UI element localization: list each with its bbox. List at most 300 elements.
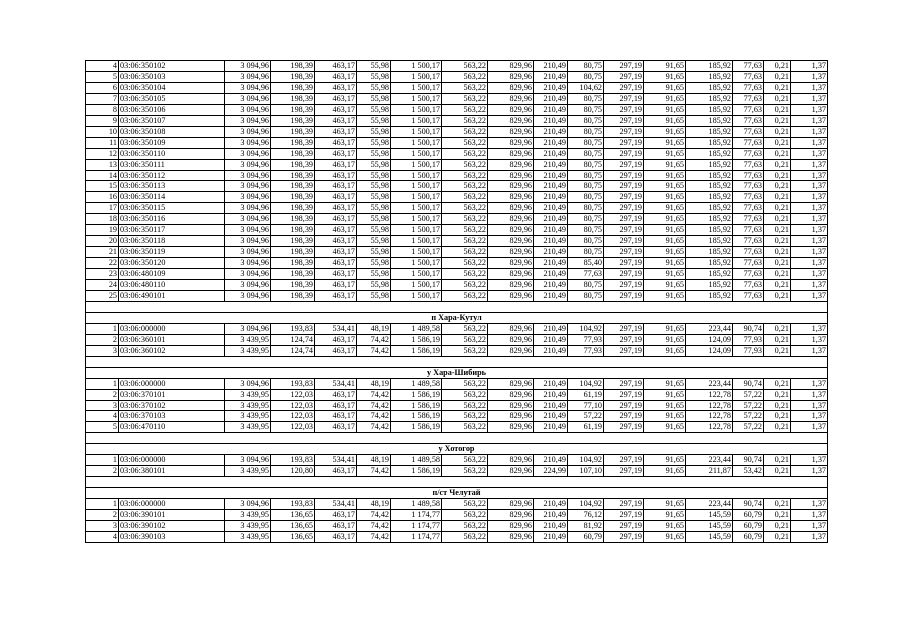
value-cell: 829,96 — [488, 411, 534, 422]
value-cell: 91,65 — [644, 137, 686, 148]
value-cell: 829,96 — [488, 225, 534, 236]
section-header-row — [86, 312, 828, 323]
cadastral-code: 03:06:380101 — [119, 466, 225, 477]
value-cell: 185,92 — [686, 269, 733, 280]
value-cell: 463,17 — [315, 192, 357, 203]
value-cell: 77,63 — [733, 159, 764, 170]
value-cell: 74,42 — [357, 510, 391, 521]
value-cell: 55,98 — [357, 61, 391, 72]
cadastral-code: 03:06:350110 — [119, 148, 225, 159]
value-cell: 563,22 — [442, 258, 488, 269]
value-cell: 563,22 — [442, 323, 488, 334]
value-cell: 198,39 — [271, 225, 315, 236]
value-cell: 91,65 — [644, 214, 686, 225]
cadastral-code: 03:06:350116 — [119, 214, 225, 225]
value-cell: 185,92 — [686, 236, 733, 247]
value-cell: 297,19 — [604, 531, 644, 542]
value-cell: 1 500,17 — [391, 236, 442, 247]
table-row — [86, 115, 828, 126]
value-cell: 1,37 — [791, 181, 828, 192]
value-cell: 104,92 — [568, 323, 604, 334]
value-cell: 0,21 — [764, 61, 791, 72]
value-cell: 1,37 — [791, 378, 828, 389]
value-cell: 77,63 — [733, 115, 764, 126]
value-cell: 463,17 — [315, 510, 357, 521]
value-cell: 3 094,96 — [225, 104, 271, 115]
value-cell: 3 094,96 — [225, 82, 271, 93]
value-cell: 193,83 — [271, 378, 315, 389]
value-cell: 297,19 — [604, 203, 644, 214]
row-number: 1 — [86, 499, 119, 510]
value-cell: 90,74 — [733, 323, 764, 334]
row-number: 8 — [86, 104, 119, 115]
value-cell: 193,83 — [271, 455, 315, 466]
value-cell: 210,49 — [534, 159, 568, 170]
row-number: 24 — [86, 280, 119, 291]
row-number: 2 — [86, 510, 119, 521]
value-cell: 77,63 — [733, 225, 764, 236]
row-number: 15 — [86, 181, 119, 192]
section-header-row — [86, 367, 828, 378]
value-cell: 0,21 — [764, 466, 791, 477]
value-cell: 77,63 — [568, 269, 604, 280]
value-cell: 1 500,17 — [391, 148, 442, 159]
value-cell: 198,39 — [271, 236, 315, 247]
value-cell: 210,49 — [534, 181, 568, 192]
value-cell: 1 174,77 — [391, 510, 442, 521]
value-cell: 3 439,95 — [225, 389, 271, 400]
value-cell: 85,40 — [568, 258, 604, 269]
value-cell: 198,39 — [271, 104, 315, 115]
value-cell: 563,22 — [442, 520, 488, 531]
value-cell: 829,96 — [488, 61, 534, 72]
value-cell: 297,19 — [604, 280, 644, 291]
value-cell: 3 094,96 — [225, 225, 271, 236]
value-cell: 77,93 — [568, 345, 604, 356]
value-cell: 91,65 — [644, 148, 686, 159]
value-cell: 829,96 — [488, 236, 534, 247]
table-row — [86, 334, 828, 345]
value-cell: 463,17 — [315, 214, 357, 225]
value-cell: 1,37 — [791, 159, 828, 170]
row-number: 12 — [86, 148, 119, 159]
value-cell: 829,96 — [488, 520, 534, 531]
value-cell: 1,37 — [791, 214, 828, 225]
row-number: 14 — [86, 170, 119, 181]
value-cell: 57,22 — [733, 400, 764, 411]
value-cell: 55,98 — [357, 225, 391, 236]
value-cell: 210,49 — [534, 389, 568, 400]
cadastral-code: 03:06:390103 — [119, 531, 225, 542]
value-cell: 0,21 — [764, 93, 791, 104]
value-cell: 80,75 — [568, 236, 604, 247]
value-cell: 185,92 — [686, 159, 733, 170]
value-cell: 3 439,95 — [225, 531, 271, 542]
value-cell: 534,41 — [315, 323, 357, 334]
value-cell: 829,96 — [488, 389, 534, 400]
value-cell: 463,17 — [315, 61, 357, 72]
value-cell: 0,21 — [764, 247, 791, 258]
spacer-row — [86, 433, 828, 444]
value-cell: 91,65 — [644, 400, 686, 411]
value-cell: 223,44 — [686, 455, 733, 466]
value-cell: 563,22 — [442, 455, 488, 466]
value-cell: 829,96 — [488, 93, 534, 104]
row-number: 1 — [86, 455, 119, 466]
value-cell: 55,98 — [357, 236, 391, 247]
value-cell: 0,21 — [764, 214, 791, 225]
value-cell: 91,65 — [644, 203, 686, 214]
value-cell: 297,19 — [604, 258, 644, 269]
value-cell: 1 500,17 — [391, 214, 442, 225]
value-cell: 80,75 — [568, 126, 604, 137]
value-cell: 297,19 — [604, 323, 644, 334]
spacer-row — [86, 356, 828, 367]
value-cell: 55,98 — [357, 291, 391, 302]
value-cell: 563,22 — [442, 104, 488, 115]
value-cell: 210,49 — [534, 411, 568, 422]
value-cell: 297,19 — [604, 422, 644, 433]
value-cell: 185,92 — [686, 203, 733, 214]
value-cell: 297,19 — [604, 159, 644, 170]
value-cell: 55,98 — [357, 258, 391, 269]
value-cell: 55,98 — [357, 137, 391, 148]
value-cell: 3 439,95 — [225, 520, 271, 531]
value-cell: 210,49 — [534, 334, 568, 345]
value-cell: 829,96 — [488, 148, 534, 159]
value-cell: 198,39 — [271, 159, 315, 170]
value-cell: 77,63 — [733, 192, 764, 203]
value-cell: 91,65 — [644, 455, 686, 466]
value-cell: 829,96 — [488, 203, 534, 214]
value-cell: 829,96 — [488, 323, 534, 334]
value-cell: 1,37 — [791, 269, 828, 280]
value-cell: 563,22 — [442, 269, 488, 280]
value-cell: 0,21 — [764, 389, 791, 400]
value-cell: 463,17 — [315, 400, 357, 411]
value-cell: 80,75 — [568, 159, 604, 170]
value-cell: 61,19 — [568, 389, 604, 400]
value-cell: 1 174,77 — [391, 531, 442, 542]
value-cell: 0,21 — [764, 345, 791, 356]
value-cell: 1 500,17 — [391, 170, 442, 181]
value-cell: 80,75 — [568, 71, 604, 82]
value-cell: 1,37 — [791, 236, 828, 247]
document-page — [85, 60, 827, 543]
value-cell: 463,17 — [315, 520, 357, 531]
value-cell: 91,65 — [644, 389, 686, 400]
value-cell: 1,37 — [791, 71, 828, 82]
table-row — [86, 214, 828, 225]
cadastral-code: 03:06:370102 — [119, 400, 225, 411]
cadastral-code: 03:06:370101 — [119, 389, 225, 400]
value-cell: 0,21 — [764, 126, 791, 137]
table-row — [86, 225, 828, 236]
table-row — [86, 455, 828, 466]
value-cell: 77,63 — [733, 269, 764, 280]
value-cell: 829,96 — [488, 422, 534, 433]
value-cell: 77,63 — [733, 148, 764, 159]
value-cell: 55,98 — [357, 71, 391, 82]
value-cell: 55,98 — [357, 104, 391, 115]
value-cell: 223,44 — [686, 378, 733, 389]
value-cell: 0,21 — [764, 531, 791, 542]
value-cell: 829,96 — [488, 455, 534, 466]
value-cell: 1,37 — [791, 422, 828, 433]
value-cell: 563,22 — [442, 499, 488, 510]
value-cell: 297,19 — [604, 82, 644, 93]
value-cell: 198,39 — [271, 181, 315, 192]
value-cell: 198,39 — [271, 203, 315, 214]
value-cell: 297,19 — [604, 137, 644, 148]
cadastral-code: 03:06:350112 — [119, 170, 225, 181]
value-cell: 124,09 — [686, 334, 733, 345]
value-cell: 60,79 — [733, 520, 764, 531]
value-cell: 463,17 — [315, 236, 357, 247]
value-cell: 136,65 — [271, 520, 315, 531]
value-cell: 198,39 — [271, 126, 315, 137]
value-cell: 91,65 — [644, 378, 686, 389]
value-cell: 3 094,96 — [225, 291, 271, 302]
cadastral-code: 03:06:350102 — [119, 61, 225, 72]
value-cell: 463,17 — [315, 115, 357, 126]
value-cell: 563,22 — [442, 181, 488, 192]
value-cell: 1,37 — [791, 345, 828, 356]
table-row — [86, 192, 828, 203]
value-cell: 0,21 — [764, 71, 791, 82]
value-cell: 463,17 — [315, 225, 357, 236]
value-cell: 1,37 — [791, 93, 828, 104]
value-cell: 463,17 — [315, 411, 357, 422]
value-cell: 91,65 — [644, 192, 686, 203]
value-cell: 3 439,95 — [225, 466, 271, 477]
value-cell: 124,74 — [271, 345, 315, 356]
value-cell: 76,12 — [568, 510, 604, 521]
value-cell: 0,21 — [764, 499, 791, 510]
table-row — [86, 499, 828, 510]
value-cell: 0,21 — [764, 236, 791, 247]
value-cell: 185,92 — [686, 126, 733, 137]
spacer-cell — [86, 433, 828, 444]
cadastral-code: 03:06:350108 — [119, 126, 225, 137]
value-cell: 55,98 — [357, 192, 391, 203]
table-row — [86, 400, 828, 411]
table-row — [86, 170, 828, 181]
value-cell: 563,22 — [442, 203, 488, 214]
spacer-row — [86, 301, 828, 312]
value-cell: 3 094,96 — [225, 499, 271, 510]
value-cell: 210,49 — [534, 236, 568, 247]
section-title: у Хара-Шибирь — [86, 367, 828, 378]
table-row — [86, 345, 828, 356]
value-cell: 0,21 — [764, 258, 791, 269]
value-cell: 1 500,17 — [391, 104, 442, 115]
value-cell: 463,17 — [315, 203, 357, 214]
table-row — [86, 269, 828, 280]
value-cell: 224,99 — [534, 466, 568, 477]
value-cell: 563,22 — [442, 192, 488, 203]
value-cell: 563,22 — [442, 93, 488, 104]
value-cell: 185,92 — [686, 214, 733, 225]
value-cell: 55,98 — [357, 93, 391, 104]
value-cell: 1,37 — [791, 323, 828, 334]
value-cell: 210,49 — [534, 137, 568, 148]
value-cell: 77,63 — [733, 126, 764, 137]
value-cell: 198,39 — [271, 269, 315, 280]
spacer-cell — [86, 356, 828, 367]
value-cell: 198,39 — [271, 82, 315, 93]
row-number: 3 — [86, 520, 119, 531]
value-cell: 1,37 — [791, 510, 828, 521]
value-cell: 3 094,96 — [225, 93, 271, 104]
value-cell: 563,22 — [442, 126, 488, 137]
value-cell: 80,75 — [568, 137, 604, 148]
value-cell: 1,37 — [791, 400, 828, 411]
value-cell: 829,96 — [488, 137, 534, 148]
value-cell: 297,19 — [604, 291, 644, 302]
value-cell: 3 094,96 — [225, 192, 271, 203]
cadastral-code: 03:06:350106 — [119, 104, 225, 115]
value-cell: 77,63 — [733, 137, 764, 148]
value-cell: 91,65 — [644, 104, 686, 115]
value-cell: 463,17 — [315, 269, 357, 280]
value-cell: 563,22 — [442, 345, 488, 356]
value-cell: 0,21 — [764, 115, 791, 126]
value-cell: 1 500,17 — [391, 247, 442, 258]
value-cell: 3 094,96 — [225, 159, 271, 170]
cadastral-code: 03:06:390101 — [119, 510, 225, 521]
value-cell: 0,21 — [764, 181, 791, 192]
value-cell: 297,19 — [604, 104, 644, 115]
cadastral-code: 03:06:350103 — [119, 71, 225, 82]
table-row — [86, 510, 828, 521]
value-cell: 60,79 — [733, 531, 764, 542]
value-cell: 185,92 — [686, 181, 733, 192]
row-number: 5 — [86, 71, 119, 82]
value-cell: 297,19 — [604, 499, 644, 510]
table-row — [86, 104, 828, 115]
cadastral-code: 03:06:350118 — [119, 236, 225, 247]
value-cell: 198,39 — [271, 137, 315, 148]
value-cell: 0,21 — [764, 280, 791, 291]
row-number: 2 — [86, 466, 119, 477]
value-cell: 223,44 — [686, 323, 733, 334]
value-cell: 60,79 — [568, 531, 604, 542]
value-cell: 3 094,96 — [225, 71, 271, 82]
value-cell: 74,42 — [357, 389, 391, 400]
table-body — [86, 61, 828, 543]
value-cell: 0,21 — [764, 455, 791, 466]
row-number: 2 — [86, 389, 119, 400]
value-cell: 563,22 — [442, 159, 488, 170]
tariff-table — [85, 60, 828, 543]
value-cell: 55,98 — [357, 181, 391, 192]
cadastral-code: 03:06:390102 — [119, 520, 225, 531]
value-cell: 563,22 — [442, 225, 488, 236]
value-cell: 829,96 — [488, 269, 534, 280]
value-cell: 60,79 — [733, 510, 764, 521]
row-number: 4 — [86, 61, 119, 72]
value-cell: 3 094,96 — [225, 61, 271, 72]
value-cell: 198,39 — [271, 214, 315, 225]
value-cell: 463,17 — [315, 422, 357, 433]
value-cell: 463,17 — [315, 93, 357, 104]
value-cell: 297,19 — [604, 520, 644, 531]
value-cell: 1,37 — [791, 192, 828, 203]
value-cell: 297,19 — [604, 61, 644, 72]
value-cell: 829,96 — [488, 334, 534, 345]
value-cell: 829,96 — [488, 531, 534, 542]
cadastral-code: 03:06:350117 — [119, 225, 225, 236]
value-cell: 74,42 — [357, 411, 391, 422]
cadastral-code: 03:06:350111 — [119, 159, 225, 170]
value-cell: 829,96 — [488, 499, 534, 510]
value-cell: 91,65 — [644, 269, 686, 280]
value-cell: 193,83 — [271, 499, 315, 510]
row-number: 6 — [86, 82, 119, 93]
cadastral-code: 03:06:000000 — [119, 455, 225, 466]
value-cell: 210,49 — [534, 499, 568, 510]
value-cell: 55,98 — [357, 82, 391, 93]
value-cell: 1 586,19 — [391, 400, 442, 411]
value-cell: 0,21 — [764, 510, 791, 521]
value-cell: 210,49 — [534, 323, 568, 334]
value-cell: 463,17 — [315, 170, 357, 181]
value-cell: 91,65 — [644, 280, 686, 291]
value-cell: 3 439,95 — [225, 345, 271, 356]
value-cell: 77,63 — [733, 236, 764, 247]
value-cell: 185,92 — [686, 82, 733, 93]
value-cell: 185,92 — [686, 104, 733, 115]
value-cell: 210,49 — [534, 345, 568, 356]
value-cell: 3 094,96 — [225, 203, 271, 214]
value-cell: 3 094,96 — [225, 214, 271, 225]
value-cell: 198,39 — [271, 170, 315, 181]
table-row — [86, 247, 828, 258]
value-cell: 3 094,96 — [225, 258, 271, 269]
table-row — [86, 93, 828, 104]
row-number: 20 — [86, 236, 119, 247]
value-cell: 55,98 — [357, 115, 391, 126]
value-cell: 1 500,17 — [391, 115, 442, 126]
value-cell: 1 489,58 — [391, 323, 442, 334]
value-cell: 185,92 — [686, 258, 733, 269]
value-cell: 91,65 — [644, 323, 686, 334]
value-cell: 1 489,58 — [391, 455, 442, 466]
cadastral-code: 03:06:350109 — [119, 137, 225, 148]
value-cell: 1 586,19 — [391, 466, 442, 477]
value-cell: 48,19 — [357, 323, 391, 334]
value-cell: 1,37 — [791, 499, 828, 510]
value-cell: 534,41 — [315, 499, 357, 510]
value-cell: 91,65 — [644, 126, 686, 137]
value-cell: 80,75 — [568, 104, 604, 115]
value-cell: 210,49 — [534, 214, 568, 225]
value-cell: 198,39 — [271, 291, 315, 302]
value-cell: 210,49 — [534, 520, 568, 531]
cadastral-code: 03:06:350107 — [119, 115, 225, 126]
cadastral-code: 03:06:350115 — [119, 203, 225, 214]
value-cell: 122,03 — [271, 389, 315, 400]
value-cell: 0,21 — [764, 192, 791, 203]
value-cell: 91,65 — [644, 520, 686, 531]
table-row — [86, 126, 828, 137]
value-cell: 91,65 — [644, 71, 686, 82]
cadastral-code: 03:06:000000 — [119, 378, 225, 389]
table-row — [86, 291, 828, 302]
value-cell: 145,59 — [686, 531, 733, 542]
value-cell: 563,22 — [442, 61, 488, 72]
